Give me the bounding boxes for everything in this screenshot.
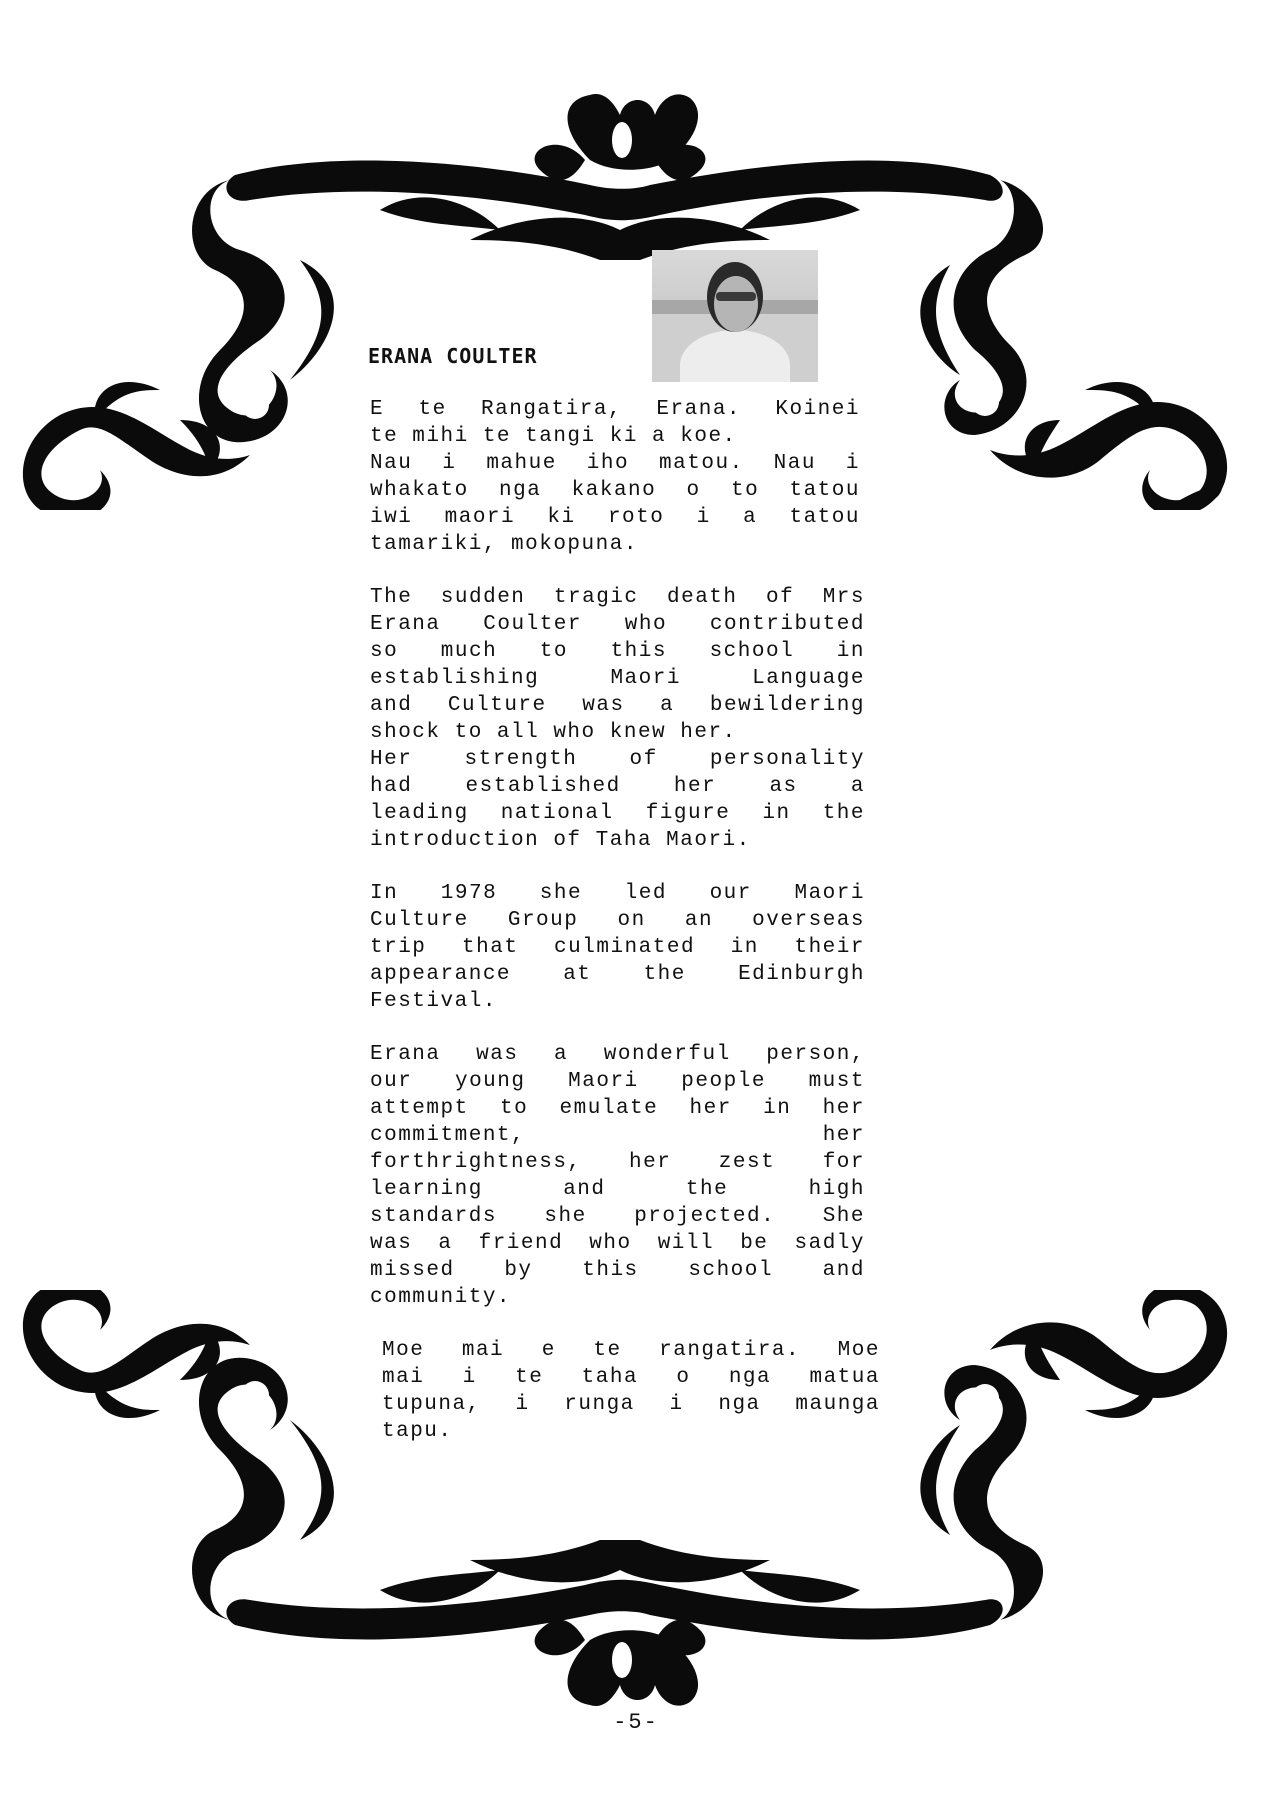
paragraph-wonderful-person: [370, 1041, 865, 1311]
text-line: establishing Maori Language: [370, 667, 865, 690]
text-line: commitment, her: [370, 1124, 865, 1147]
text-line: tapu.: [382, 1420, 453, 1443]
text-line: attempt to emulate her in her: [370, 1097, 865, 1120]
body-text: [370, 396, 880, 1471]
paragraph-mihi: [370, 396, 860, 558]
text-line: Festival.: [370, 990, 497, 1013]
paragraph-farewell: [382, 1337, 880, 1445]
text-line: shock to all who knew her.: [370, 721, 737, 744]
text-line: appearance at the Edinburgh: [370, 963, 865, 986]
page-number: -5-: [613, 1710, 659, 1735]
text-line: tupuna, i runga i nga maunga: [382, 1393, 880, 1416]
text-line: our young Maori people must: [370, 1070, 865, 1093]
text-line: and Culture was a bewildering: [370, 694, 865, 717]
text-line: The sudden tragic death of Mrs: [370, 586, 865, 609]
text-line: E te Rangatira, Erana. Koinei: [370, 398, 860, 421]
text-line: community.: [370, 1286, 512, 1309]
text-line: te mihi te tangi ki a koe.: [370, 425, 737, 448]
text-line: Erana Coulter who contributed: [370, 613, 865, 636]
text-line: had established her as a: [370, 775, 865, 798]
paragraph-edinburgh: [370, 880, 865, 1015]
text-line: iwi maori ki roto i a tatou: [370, 506, 860, 529]
text-line: whakato nga kakano o to tatou: [370, 479, 860, 502]
text-line: Culture Group on an overseas: [370, 909, 865, 932]
text-line: Moe mai e te rangatira. Moe: [382, 1339, 880, 1362]
photo-person-glasses: [716, 292, 756, 301]
text-line: Her strength of personality: [370, 748, 865, 771]
text-line: tamariki, mokopuna.: [370, 533, 638, 556]
text-line: learning and the high: [370, 1178, 865, 1201]
text-line: mai i te taha o nga matua: [382, 1366, 880, 1389]
text-line: In 1978 she led our Maori: [370, 882, 865, 905]
text-line: leading national figure in the: [370, 802, 865, 825]
page-title: ERANA COULTER: [368, 344, 538, 368]
text-line: missed by this school and: [370, 1259, 865, 1282]
text-line: so much to this school in: [370, 640, 865, 663]
text-line: standards she projected. She: [370, 1205, 865, 1228]
text-line: forthrightness, her zest for: [370, 1151, 865, 1174]
text-line: trip that culminated in their: [370, 936, 865, 959]
paragraph-tribute: [370, 584, 865, 854]
text-line: Erana was a wonderful person,: [370, 1043, 865, 1066]
text-line: introduction of Taha Maori.: [370, 829, 751, 852]
text-line: Nau i mahue iho matou. Nau i: [370, 452, 860, 475]
portrait-photo: [652, 250, 818, 382]
photo-person-face: [714, 276, 758, 332]
text-line: was a friend who will be sadly: [370, 1232, 865, 1255]
